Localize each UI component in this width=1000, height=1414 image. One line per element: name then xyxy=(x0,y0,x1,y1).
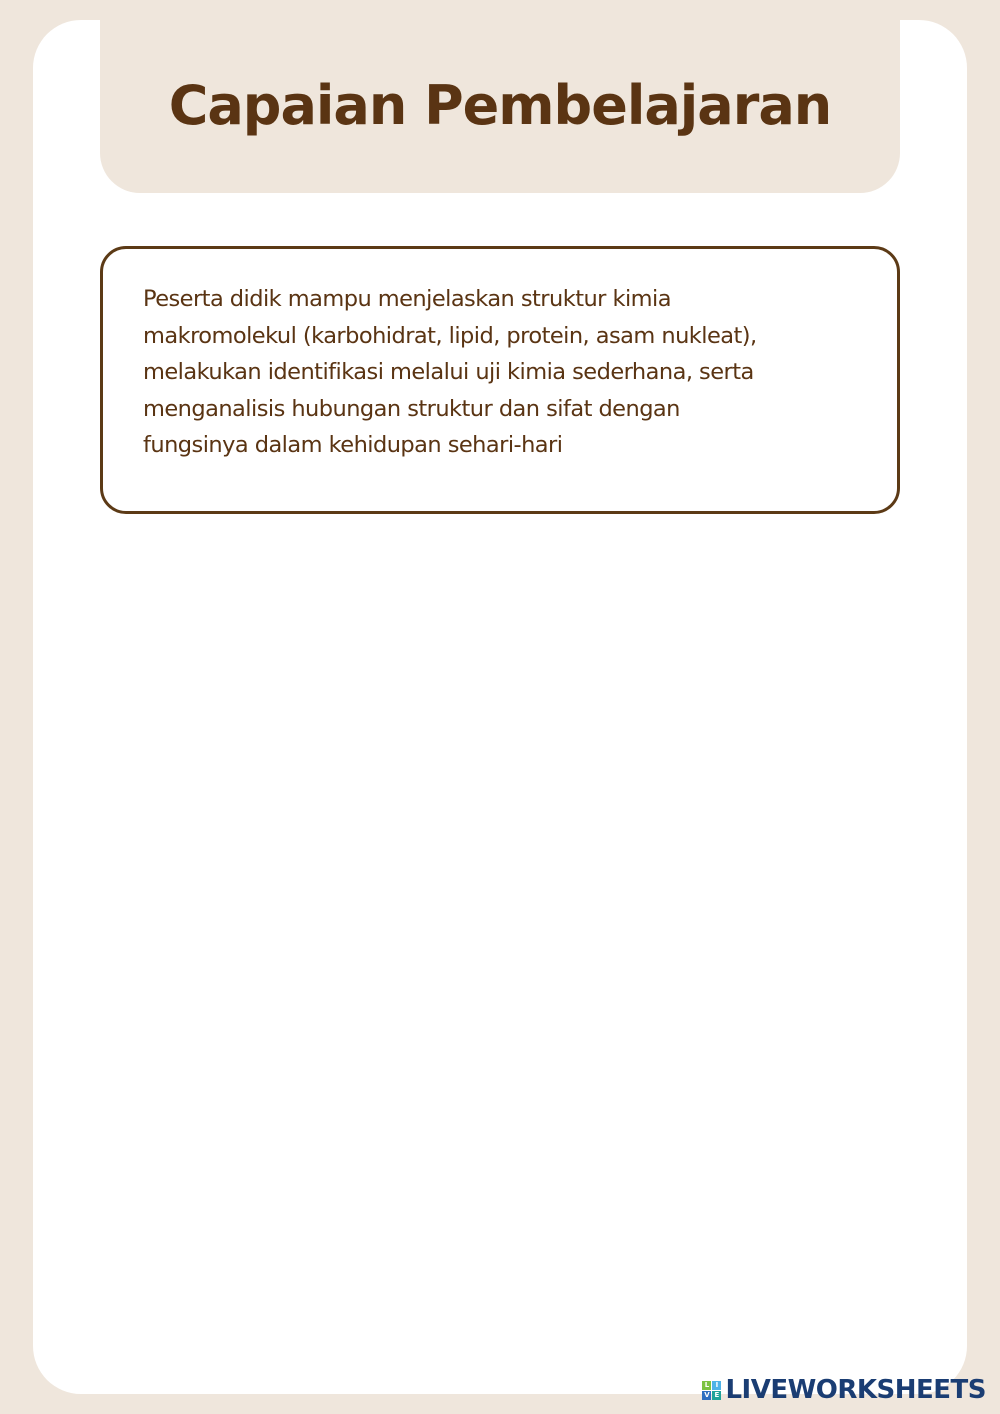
learning-outcome-line: makromolekul (karbohidrat, lipid, protein, asam nukleat), xyxy=(143,322,757,349)
learning-outcome-line: fungsinya dalam kehidupan sehari-hari xyxy=(143,432,563,458)
learning-outcome-text xyxy=(143,281,873,464)
learning-outcome-line: menganalisis hubungan struktur dan sifat dengan xyxy=(143,395,680,422)
logo-letter: L xyxy=(702,1381,711,1390)
liveworksheets-logo-icon xyxy=(702,1381,721,1400)
logo-letter: V xyxy=(704,1390,710,1399)
brand-name: LIVEWORKSHEETS xyxy=(725,1375,986,1405)
logo-letter: E xyxy=(712,1391,721,1400)
worksheet-card xyxy=(33,20,967,1394)
liveworksheets-brand xyxy=(702,1375,986,1405)
page-title: Capaian Pembelajaran xyxy=(168,74,832,137)
learning-outcome-line: melakukan identifikasi melalui uji kimia sederhana, serta xyxy=(143,359,754,385)
logo-letter: I xyxy=(712,1381,721,1390)
learning-outcome-line: Peserta didik mampu menjelaskan struktur kimia xyxy=(143,286,671,312)
